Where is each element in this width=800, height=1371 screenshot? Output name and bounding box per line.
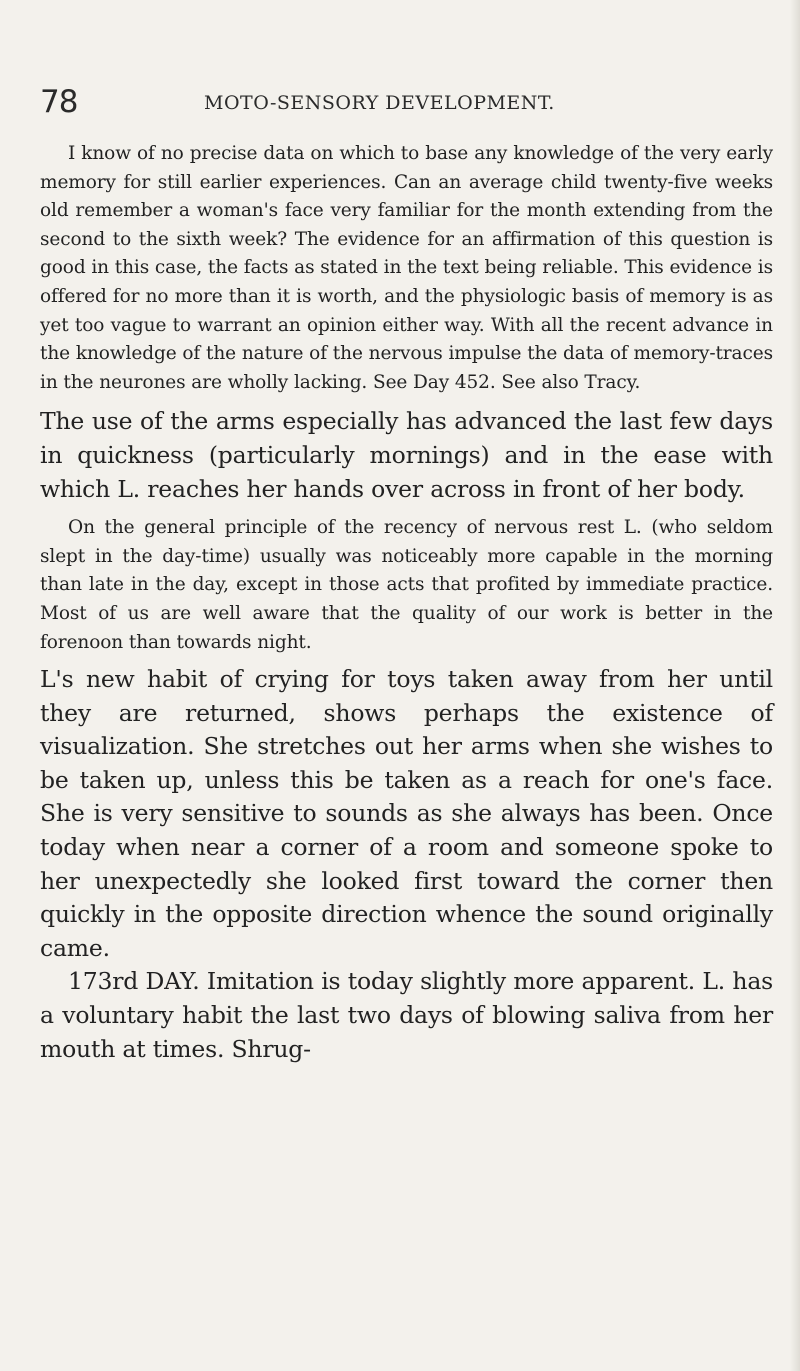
body-paragraph-day-173: 173rd DAY. Imitation is today slightly more apparent. L. has a voluntary habit the last two days of blowing saliva from her mouth at times. Shrug- bbox=[40, 967, 773, 1063]
running-title: MOTO-SENSORY DEVELOPMENT. bbox=[204, 92, 555, 114]
footnote-paragraph-memory: I know of no precise data on which to base any knowledge of the very early memory for still earlier experiences. Can an average child twenty-five weeks old remember a woman's face very familiar for the month extending from the second to the sixth week? The evidence for an affirmation of this question is good in this case, the facts as stated in the text being reliable. This evidence is offered for no more than it is worth, and the physiologic basis of memory is as yet too vague to warrant an opinion either way. With all the recent advance in the knowledge of the nature of the nervous impulse the data of memory-traces in the neurones are wholly lacking. See Day 452. See also Tracy. bbox=[40, 143, 773, 393]
body-paragraph-crying-habit: L's new habit of crying for toys taken away from her until they are returned, shows perhaps the existence of visualization. She stretches out her arms when she wishes to be taken up, unless this be taken as a reach for one's face. She is very sensitive to sounds as she always has been. Once today when near a corner of a room and someone spoke to her unexpectedly she looked first toward the corner then quickly in the opposite direction whence the sound originally came. bbox=[40, 665, 773, 962]
footnote-paragraph-recency: On the general principle of the recency of nervous rest L. (who seldom slept in the day-time) usually was noticeably more capable in the morning than late in the day, except in those acts that profited by immediate practice. Most of us are well aware that the quality of our work is better in the forenoon than towards night. bbox=[40, 517, 773, 653]
page-body bbox=[40, 140, 773, 1066]
body-paragraph-arms: The use of the arms especially has advanced the last few days in quickness (particularly mornings) and in the ease with which L. reaches her hands over across in front of her body. bbox=[40, 407, 773, 503]
page-header bbox=[40, 84, 760, 124]
page-number: 78 bbox=[40, 84, 78, 120]
page-edge-shadow bbox=[790, 0, 800, 1371]
